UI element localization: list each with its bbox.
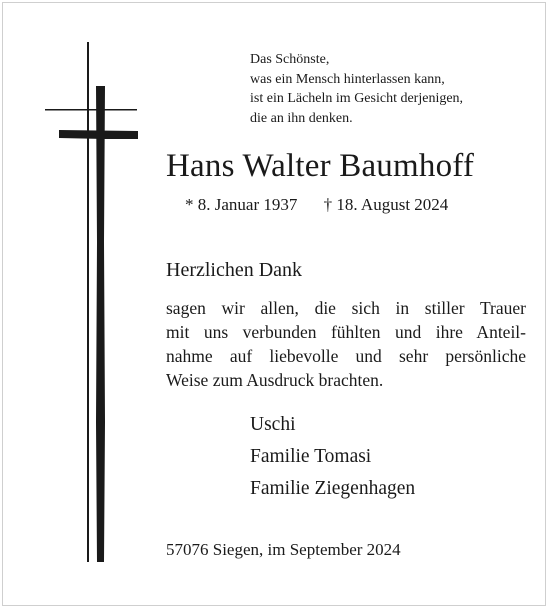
- place-and-date: 57076 Siegen, im September 2024: [166, 540, 401, 559]
- poem-line: die an ihn denken.: [250, 110, 353, 126]
- thanks-heading: Herzlichen Dank: [166, 259, 303, 281]
- message-line: Weise zum Ausdruck brachten.: [166, 370, 384, 390]
- signature-line: Uschi: [250, 414, 296, 435]
- death-date: † 18. August 2024: [323, 195, 449, 214]
- signatures: [250, 409, 415, 505]
- signature-line: Familie Ziegenhagen: [250, 478, 416, 499]
- deceased-name: Hans Walter Baumhoff: [166, 148, 475, 184]
- poem-line: was ein Mensch hinterlassen kann,: [250, 71, 445, 87]
- message-line: sagen wir allen, die sich in stiller Trauer: [166, 298, 526, 318]
- poem-line: Das Schönste,: [250, 52, 330, 67]
- poem: [250, 50, 540, 128]
- life-dates: [185, 195, 525, 215]
- message-line: mit uns verbunden fühlten und ihre Anteil-: [166, 322, 526, 342]
- signature-line: Familie Tomasi: [250, 446, 372, 467]
- thanks-message: [166, 296, 526, 392]
- birth-date: * 8. Januar 1937: [185, 195, 298, 214]
- cross-icon: [45, 42, 140, 562]
- message-line: nahme auf liebevolle und sehr persönliche: [166, 346, 526, 366]
- poem-line: ist ein Lächeln im Gesicht derjenigen,: [250, 91, 464, 106]
